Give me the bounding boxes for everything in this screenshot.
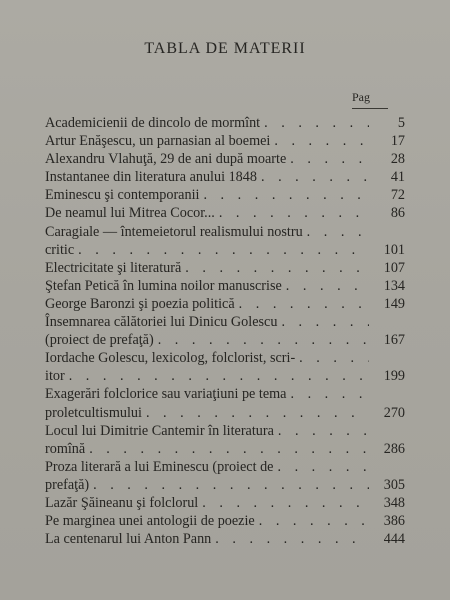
toc-entry-title: Pe marginea unei antologii de poezie [45,513,255,530]
leader-dots [142,404,369,422]
toc-entry-line [45,186,405,204]
leader-dots [255,512,369,530]
leader-dots [286,385,369,403]
toc-entry-line [45,241,405,259]
toc-entry-line [45,223,405,241]
toc-entry [45,313,405,349]
leader-dots [260,114,369,132]
toc-entry-line [45,440,405,458]
toc-page-number: 28 [390,151,405,168]
toc-entry-line [45,295,405,313]
toc-entry [45,223,405,259]
toc-entry-title: romînă [45,440,86,457]
leader-dots [199,186,369,204]
toc-entry [45,114,405,132]
toc-page-number: 270 [383,404,405,421]
toc-page-number: 5 [397,115,405,131]
toc-entry-line [45,349,405,367]
toc-page-number: 286 [383,440,405,457]
toc-entry [45,259,405,277]
toc-page-number: 386 [383,513,405,530]
toc-page-number: 305 [383,476,405,493]
toc-entry-line [45,259,405,277]
toc-page-number: 86 [390,205,405,222]
toc-page-number: 348 [383,494,405,511]
toc-entry-title: Exagerări folclorice sau variaţiuni pe tema [45,386,287,403]
toc-entry-title: Iordache Golescu, lexicolog, folclorist, scri- [45,350,296,367]
toc-entry-line [45,114,405,132]
leader-dots [65,367,369,385]
toc-entry-title: prefaţă) [45,476,90,493]
toc-page-number: 199 [383,368,405,385]
toc-page-number: 101 [383,241,405,258]
toc-entry [45,150,405,168]
toc-entry-line [45,277,405,295]
table-of-contents [45,114,405,548]
leader-dots [273,458,369,476]
toc-page-number: 444 [383,531,405,548]
leader-dots [198,494,369,512]
toc-entry-title: Academicienii de dincolo de mormînt [45,115,261,131]
toc-entry-title: Electricitate şi literatură [45,259,182,276]
toc-entry [45,168,405,186]
toc-entry-title: Caragiale — întemeietorul realismului nostru [45,223,303,240]
toc-page-number: 134 [383,277,405,294]
toc-entry-line [45,313,405,331]
toc-page-number: 107 [383,259,405,276]
toc-entry [45,349,405,385]
toc-entry-title: Instantanee din literatura anului 1848 [45,169,257,186]
page-title: TABLA DE MATERII [144,40,306,57]
toc-entry-line [45,150,405,168]
toc-entry-line [45,458,405,476]
toc-entry [45,512,405,530]
toc-entry-title: Lazăr Şăineanu şi folclorul [45,494,199,511]
leader-dots [282,277,369,295]
leader-dots [257,168,369,186]
toc-entry-line [45,204,405,222]
toc-entry-title: (proiect de prefaţă) [45,332,154,349]
toc-entry [45,458,405,494]
toc-entry-title: Proza literară a lui Eminescu (proiect de [45,458,274,475]
toc-entry [45,295,405,313]
toc-page-number: 41 [390,169,405,186]
leader-dots [303,223,369,241]
leader-dots [74,241,369,259]
toc-page-number: 17 [390,133,405,150]
toc-entry-line [45,385,405,403]
toc-entry-line [45,168,405,186]
toc-entry-title: Ştefan Petică în lumina noilor manuscrise [45,277,282,294]
toc-entry-line [45,512,405,530]
toc-entry [45,132,405,150]
toc-entry-line [45,530,405,548]
leader-dots [277,313,369,331]
toc-entry-line [45,476,405,494]
toc-entry-title: proletcultismului [45,404,142,421]
toc-entry [45,422,405,458]
leader-dots [270,132,369,150]
leader-dots [89,476,369,494]
toc-entry-title: itor [45,368,65,385]
toc-entry-title: Locul lui Dimitrie Cantemir în literatura [45,422,274,439]
toc-entry-line [45,132,405,150]
page-column-header: Pag [352,90,388,109]
toc-page-number: 167 [383,332,405,349]
toc-entry-line [45,422,405,440]
leader-dots [274,422,369,440]
leader-dots [85,440,369,458]
toc-entry-title: Artur Enăşescu, un parnasian al boemei [45,133,271,150]
toc-entry-title: Alexandru Vlahuţă, 29 de ani după moarte [45,151,287,168]
leader-dots [215,204,369,222]
toc-entry-title: Însemnarea călătoriei lui Dinicu Golescu [45,314,278,331]
leader-dots [154,331,369,349]
toc-entry [45,186,405,204]
leader-dots [181,259,369,277]
toc-entry [45,277,405,295]
toc-entry-line [45,404,405,422]
toc-entry [45,385,405,421]
toc-entry-line [45,367,405,385]
toc-page-number: 72 [390,187,405,204]
toc-page-number: 149 [383,295,405,312]
leader-dots [235,295,369,313]
toc-entry-title: De neamul lui Mitrea Cocor... [45,205,215,222]
toc-entry-title: critic [45,241,75,258]
toc-entry [45,204,405,222]
toc-entry-title: George Baronzi şi poezia politică [45,295,235,312]
toc-entry-line [45,331,405,349]
toc-entry-title: Eminescu şi contemporanii [45,187,200,204]
toc-entry [45,494,405,512]
toc-entry-line [45,494,405,512]
leader-dots [211,530,369,548]
leader-dots [286,150,369,168]
toc-entry [45,530,405,548]
toc-entry-title: La centenarul lui Anton Pann [45,531,212,548]
leader-dots [295,349,369,367]
